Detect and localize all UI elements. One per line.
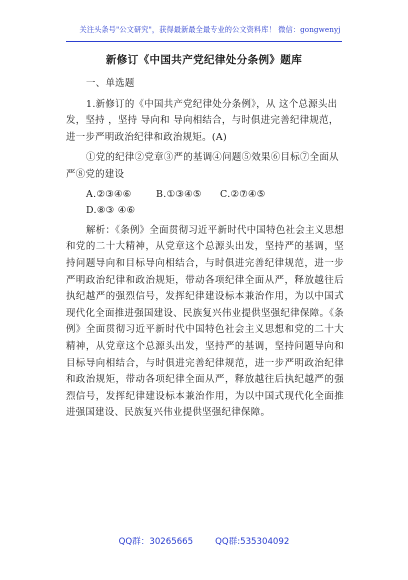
document-title: 新修订《中国共产党纪律处分条例》题库: [105, 54, 303, 66]
question-options: ①党的纪律②党章③严的基调④问题⑤效果⑥目标⑦全面从严⑧党的建设: [66, 152, 339, 180]
section-heading: 一、单选题: [86, 78, 135, 89]
header-divider: [66, 41, 342, 42]
question-text: 1.新修订的《中国共产党纪律处分条例》，从 这个总源头出发，坚持 ，坚持 导向和 导向相结合，与时俱进完善纪律规范，进一步严明政治纪律和政治规矩。(A): [66, 98, 339, 143]
choice-a: A.②③④⑥: [86, 188, 132, 200]
analysis-text: 解析：《条例》全面贯彻习近平新时代中国特色社会主义思想和党的二十大精神，从党章这个总源头出发，坚持严的基调，坚持问题导向和目标导向相结合，与时俱进完善纪律规范，进一步严明政治纪律和政治规矩，带动各项纪律全面从严，释放越往后执纪越严的强烈信号，发挥纪律建设标本兼治作用，为以中国式现代化全面推进强国建设、民族复兴伟业提供坚强纪律保障。《条例》全面贯彻习近平新时代中国特色社会主义思想和党的二十大精神，从党章这个总源头出发，坚持严的基调，坚持问题导向和目标导向相结合，与时俱进完善纪律规范，进一步严明政治纪律和政治规矩，带动各项纪律全面从严，释放越往后执纪越严的强烈信号，发挥纪律建设标本兼治作用，为以中国式现代化全面推进强国建设、民族复兴伟业提供坚强纪律保障。: [66, 224, 344, 419]
header-note: 关注头条号"公文研究"，获得最新最全最专业的公文资料库！ 微信：gongwenyj: [79, 25, 341, 34]
answer-choices-row: [66, 187, 344, 204]
choice-d: D.⑧③ ④⑥: [86, 205, 136, 217]
footer-qq-group-2: QQ群:535304092: [215, 537, 290, 547]
footer-contact: [0, 535, 408, 547]
choice-b: B.①③④⑤: [156, 188, 202, 200]
document-body: [66, 76, 344, 422]
footer-qq-group-1: QQ群：30265665: [118, 537, 194, 547]
choice-c: C.②⑦④⑤: [220, 188, 266, 200]
